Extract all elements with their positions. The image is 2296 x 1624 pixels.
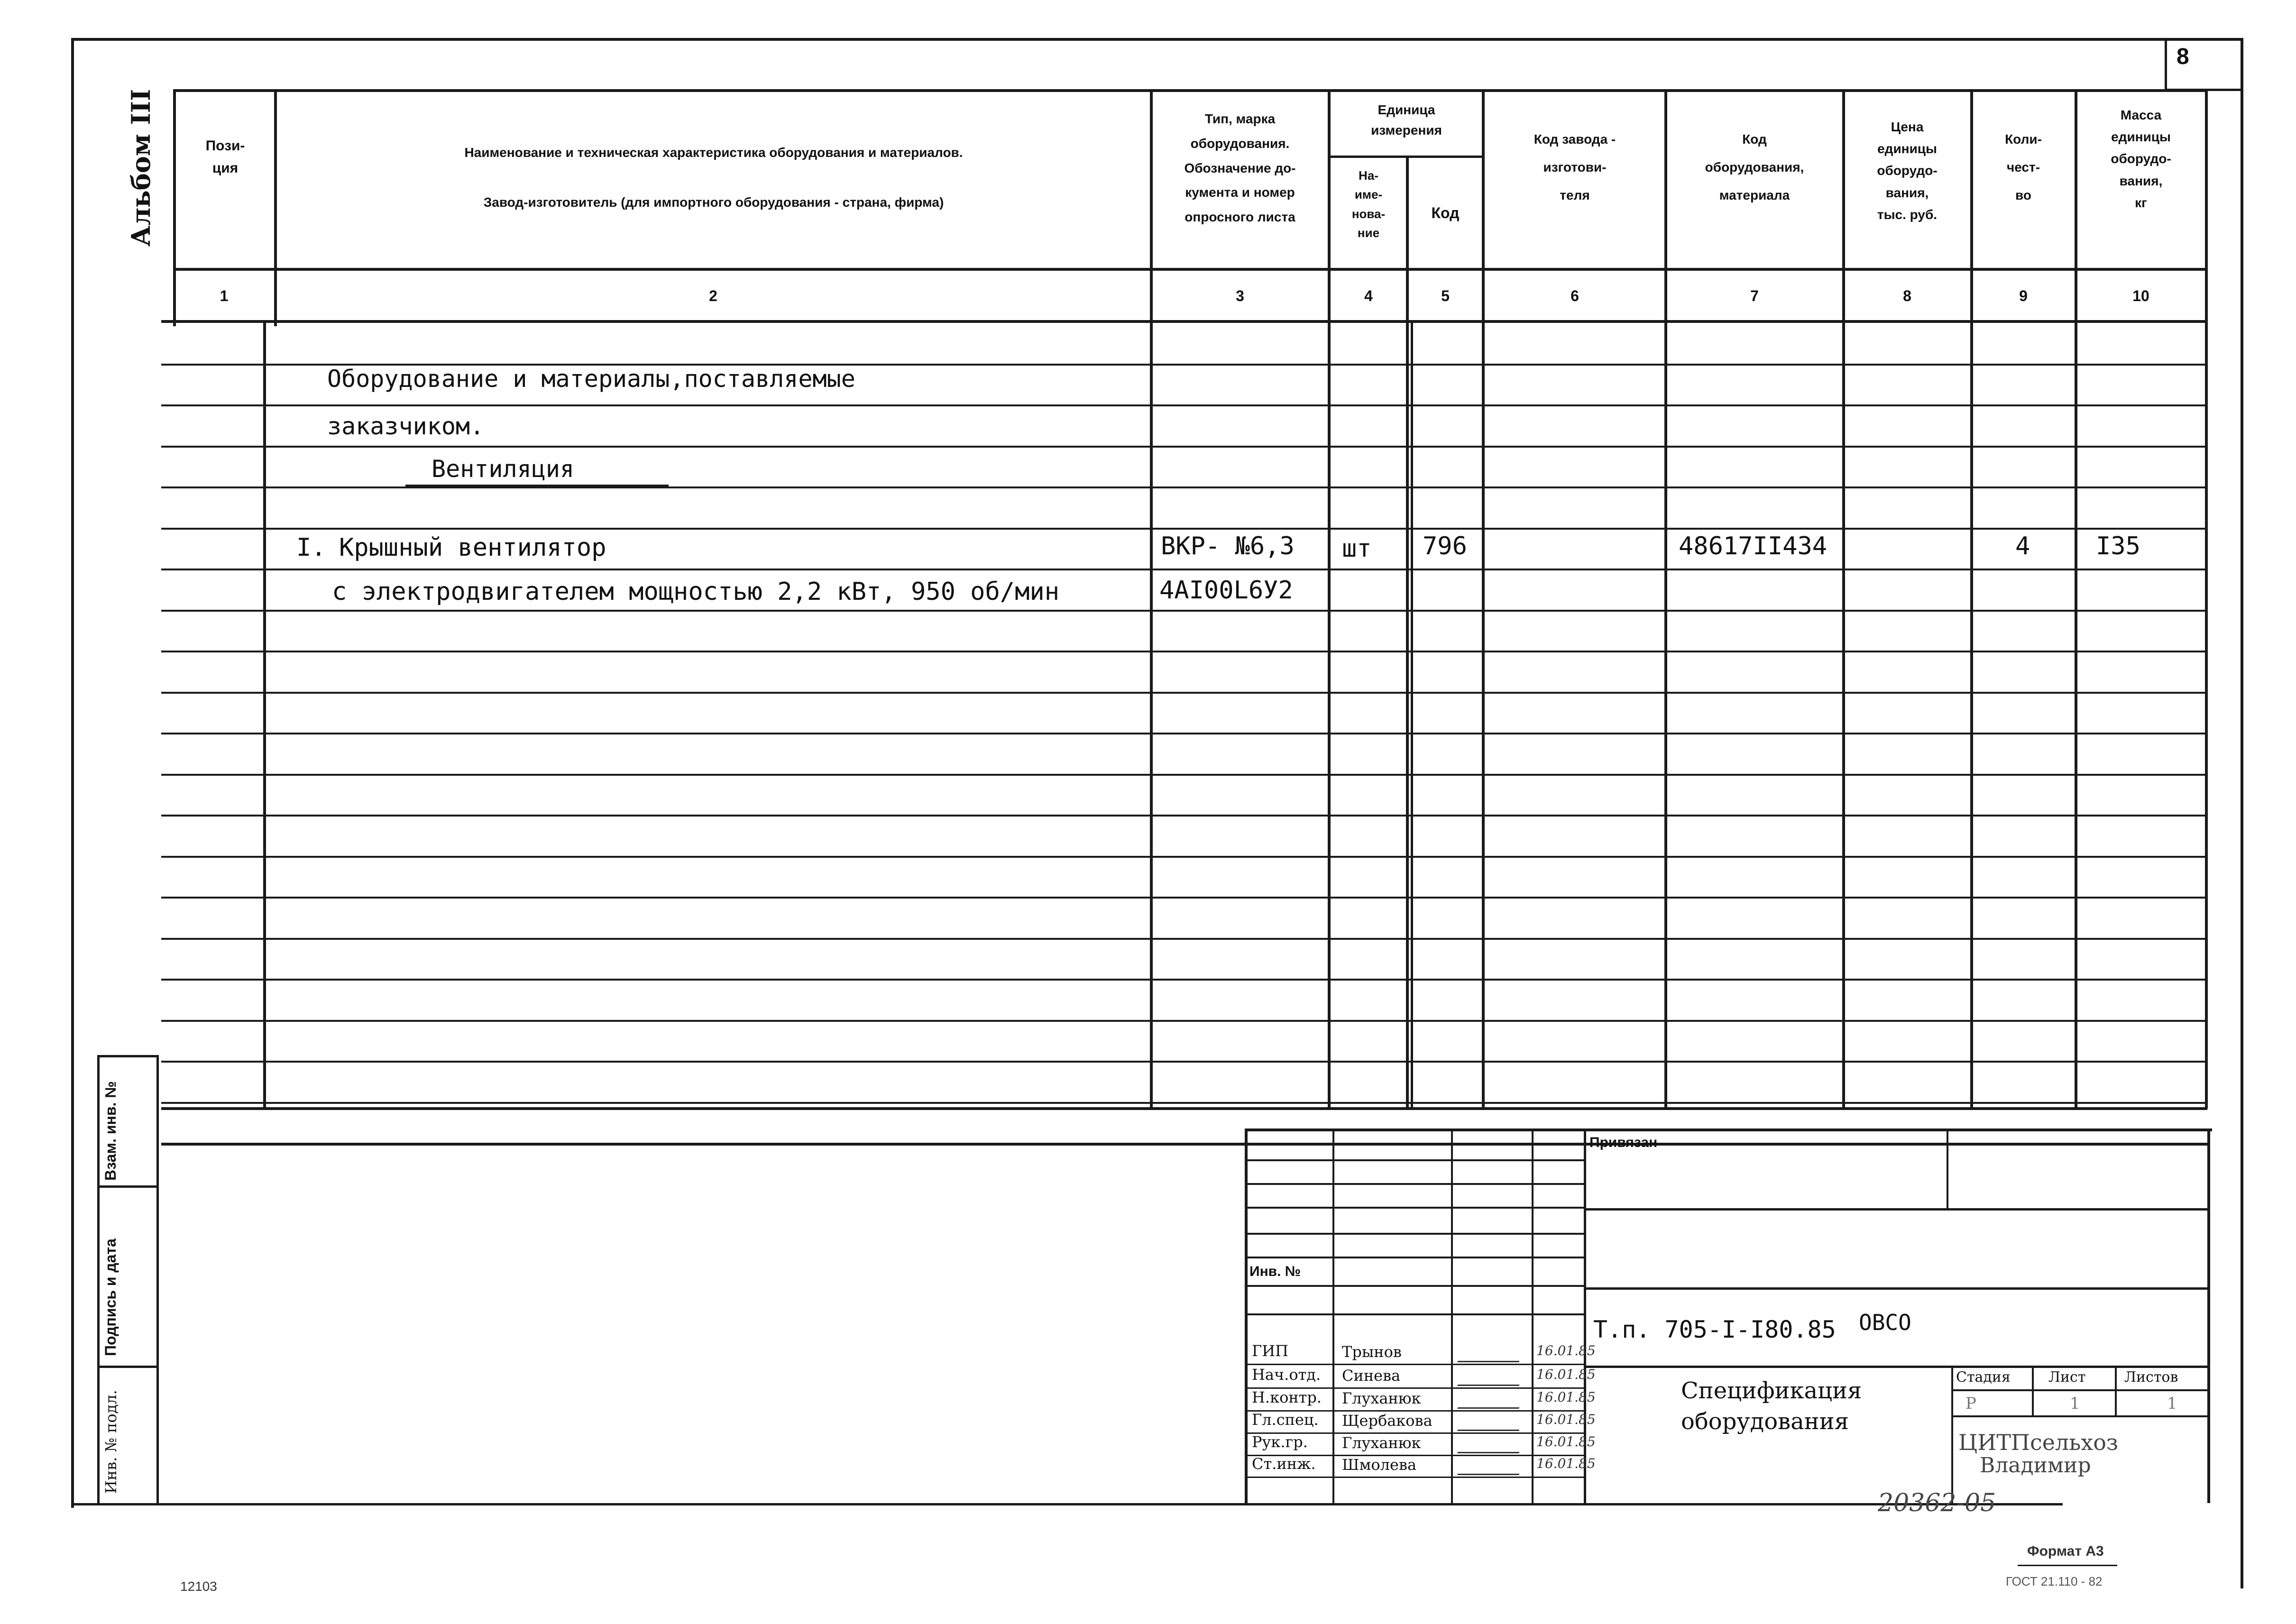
subsection-title: Вентиляция [432,455,575,483]
table-top [173,89,2207,92]
header-factory-code: Код завода - изготови- теля [1534,132,1616,202]
format-label: Формат А3 [2027,1543,2104,1559]
colnum-8: 8 [1903,287,1911,304]
sheet-value: 1 [2070,1394,2080,1413]
table-row-line [161,486,2207,488]
subsection-underline [405,485,669,486]
signature-scribble-icon [1457,1368,1525,1386]
item2-name: с электродвигателем мощностью 2,2 кВт, 950 об/мин [332,578,1060,606]
signature-scribble-icon [1457,1345,1525,1362]
colnum-6: 6 [1570,287,1579,304]
table-row-line [161,938,2207,940]
item-type: ВКР- №6,3 [1161,532,1295,560]
col-line-5 [1482,89,1485,1109]
table-row-line [161,528,2207,530]
title-role: Гл.спец. [1252,1411,1319,1429]
title-person-name: Шмолева [1342,1456,1417,1474]
stamp-inv-no: Инв. № подл. [102,1390,120,1494]
col-line-6 [1664,89,1667,1109]
doc-code: Т.п. 705-I-I80.85 [1593,1316,1836,1343]
colnum-2: 2 [709,287,717,304]
header-unit-code: Код [1431,204,1460,221]
stamp-replace-inv: Взам. инв. № [102,1081,119,1181]
sheet-label: Лист [2048,1369,2086,1385]
frame-right [2241,38,2243,1588]
signature-scribble-icon [1457,1391,1525,1409]
table-row-line [161,774,2207,776]
title-role: Рук.гр. [1252,1433,1308,1451]
title-person-name: Глуханюк [1342,1434,1421,1452]
title-role: Нач.отд. [1252,1366,1321,1384]
item-unit: шт [1342,534,1372,563]
title-sign-date: 16.01.85 [1536,1434,1596,1450]
header-type: Тип, марка оборудования. Обозначение до- кумента и номер опросного листа [1184,111,1296,225]
item-equipment-code: 48617II434 [1679,532,1828,560]
title-role: ГИП [1252,1342,1288,1360]
sheets-value: 1 [2167,1394,2177,1413]
header-quantity: Коли- чест- во [2005,132,2042,202]
header-unit: Единица измерения [1371,102,1442,138]
gost-label: ГОСТ 21.110 - 82 [2006,1574,2103,1588]
item-name: Крышный вентилятор [339,533,606,562]
frame-top [71,38,2243,41]
item2-type: 4АI00L6У2 [1159,576,1293,605]
stage-value: Р [1965,1394,1976,1413]
stamp-col-left [97,1055,100,1503]
title-sign-date: 16.01.85 [1536,1456,1596,1471]
title-role-row-line [1245,1364,1586,1365]
archive-number: 20362-05 [1878,1489,1996,1517]
item-mass: I35 [2096,532,2140,560]
title-sign-date: 16.01.85 [1536,1412,1596,1427]
unit-divider [1328,156,1484,158]
table-colnum-bottom [161,320,2207,323]
title-stage-c1 [2032,1366,2034,1417]
header-price: Цена единицы оборудо- вания, тыс. руб. [1877,119,1938,222]
title-stage-h [1951,1389,2210,1391]
col-line-5b [1411,320,1413,1110]
title-grid-line [1245,1159,1586,1161]
item-unit-code: 796 [1423,532,1467,560]
org-line2: Владимир [1980,1453,2091,1477]
frame-left [71,38,74,1508]
stage-label: Стадия [1956,1369,2011,1385]
table-bottom [161,1107,2207,1110]
header-position: Пози- ция [205,138,245,176]
table-row-line [161,692,2207,694]
doc-title-line2: оборудования [1681,1408,1849,1435]
title-right [2207,1129,2210,1503]
signature-scribble-icon [1457,1413,1525,1431]
stamp-div-1 [97,1185,159,1188]
table-row-line [161,815,2207,817]
table-row-line [161,610,2207,612]
colnum-3: 3 [1236,287,1244,304]
title-stage-c2 [2115,1366,2117,1417]
title-person-name: Синева [1342,1367,1401,1385]
title-stage-left [1951,1366,1953,1503]
title-grid-line [1245,1207,1586,1209]
title-person-name: Глуханюк [1342,1389,1421,1407]
table-header-bottom [173,268,2207,271]
signature-scribble-icon [1457,1458,1525,1475]
title-sign-date: 16.01.85 [1536,1367,1596,1382]
title-sign-date: 16.01.85 [1536,1343,1596,1358]
title-person-name: Щербакова [1342,1412,1433,1430]
col-line-1b [263,322,266,1110]
table-row-line [161,1102,2207,1104]
table-row-line [161,856,2207,858]
signature-scribble-icon [1457,1436,1525,1453]
table-row-line [161,404,2207,406]
inv-no-label: Инв. № [1249,1264,1301,1279]
col-line-9 [2075,89,2077,1109]
title-role: Ст.инж. [1252,1455,1316,1473]
colnum-4: 4 [1364,287,1373,304]
colnum-9: 9 [2019,287,2028,304]
title-grid-line [1245,1233,1586,1235]
title-grid-line [1245,1313,1586,1315]
sheet-number: 8 [2177,44,2189,69]
colnum-1: 1 [220,287,229,304]
privyazan-label: Привязан [1589,1135,1658,1150]
table-row-line [161,1061,2207,1063]
header-mass: Масса единицы оборудо- вания, кг [2111,108,2171,210]
table-row-line [161,733,2207,734]
title-stage-h2 [1951,1415,2210,1417]
section-title-line2: заказчиком. [327,413,485,440]
header-name-line2: Завод-изготовитель (для импортного оборудования - страна, фирма) [483,195,944,210]
doc-suffix: ОВСО [1859,1310,1911,1335]
table-row-line [161,979,2207,981]
table-row-line [161,1143,2207,1146]
table-row-line [161,1020,2207,1022]
sheet-number-box-left [2165,38,2167,90]
title-h1 [1584,1208,2210,1211]
title-person-name: Трынов [1342,1343,1402,1361]
colnum-10: 10 [2132,287,2149,304]
item-quantity: 4 [2015,532,2030,560]
section-title-line1: Оборудование и материалы,поставляемые [327,365,855,393]
col-line-8 [1970,89,1973,1109]
title-grid-line [1245,1257,1586,1258]
table-row-line [161,446,2207,448]
doc-title-line1: Спецификация [1681,1377,1862,1404]
title-role-row-line [1245,1477,1586,1478]
header-equipment-code: Код оборудования, материала [1705,132,1804,202]
table-row-line [161,569,2207,570]
stamp-col-top [97,1055,159,1057]
col-line-10 [2205,89,2208,1109]
format-underline [2018,1565,2117,1566]
album-label: Альбом III [126,89,156,247]
title-privyazan-divider [1947,1129,1948,1209]
colnum-7: 7 [1750,287,1759,304]
table-row-line [161,651,2207,652]
header-name-line1: Наименование и техническая характеристика оборудования и материалов. [464,145,963,160]
col-line-7 [1842,89,1845,1109]
title-h2 [1584,1287,2210,1290]
title-sign-date: 16.01.85 [1536,1389,1596,1405]
title-grid-line [1245,1285,1586,1287]
title-grid-line [1245,1183,1586,1185]
stamp-signature: Подпись и дата [102,1239,119,1356]
title-role: Н.контр. [1252,1388,1322,1406]
col-line-2 [1150,89,1153,1109]
frame-bottom [71,1503,2063,1505]
header-unit-name: На- име- нова- ние [1351,168,1386,240]
title-top [1245,1129,2212,1131]
sheets-label: Листов [2124,1369,2178,1385]
stamp-div-2 [97,1366,159,1368]
bottom-left-number: 12103 [180,1579,217,1594]
table-row-line [161,897,2207,899]
item-position: I. [296,533,326,562]
colnum-5: 5 [1441,287,1450,304]
stamp-col-right [156,1055,159,1503]
org-line1: ЦИТПсельхоз [1958,1430,2119,1455]
